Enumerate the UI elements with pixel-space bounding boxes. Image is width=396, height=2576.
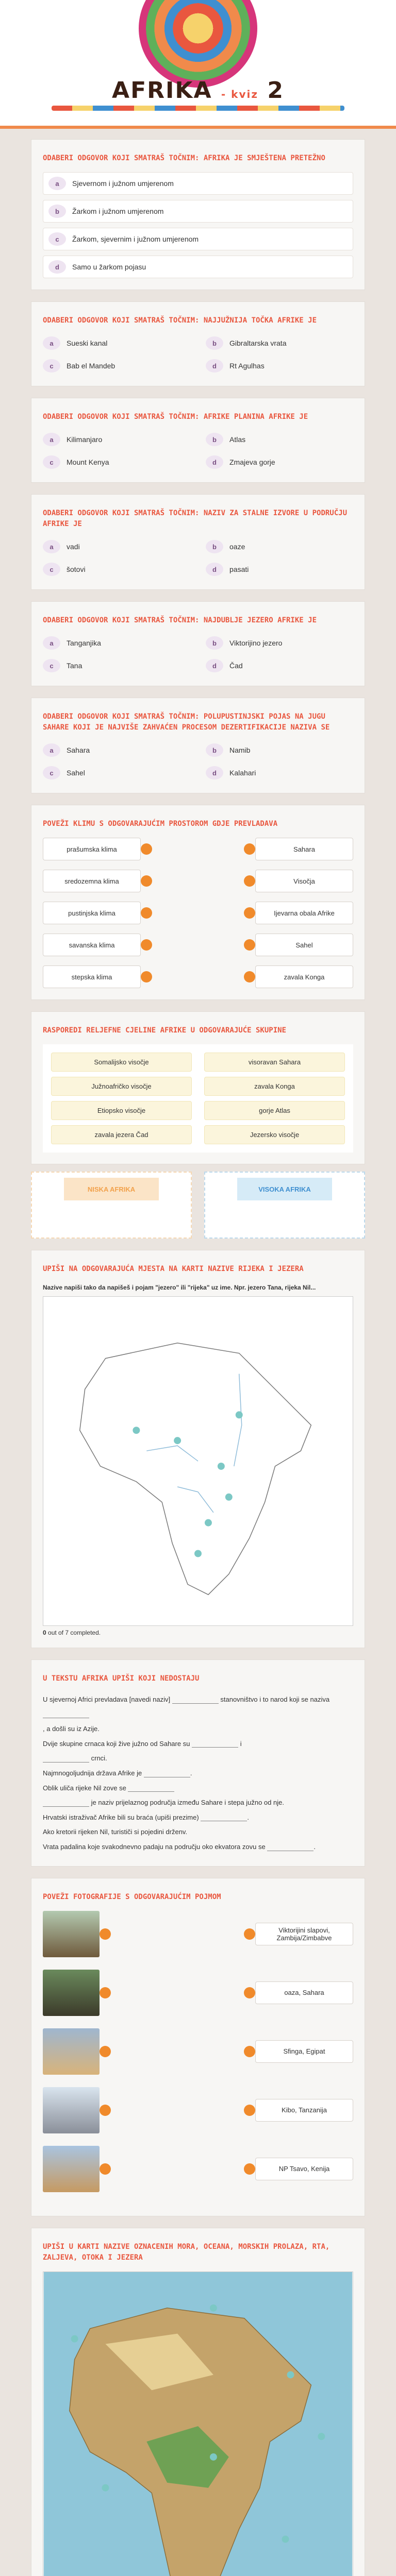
question-text: RASPOREDI RELJEFNE CJELINE AFRIKE U ODGOVARAJUĆE SKUPINE: [43, 1026, 287, 1035]
option[interactable]: [43, 172, 353, 195]
match-right-item[interactable]: oaza, Sahara: [255, 1981, 353, 2004]
option-letter: a: [43, 636, 60, 650]
line-text: .: [190, 1769, 192, 1777]
connector-dot[interactable]: [244, 2163, 255, 2175]
draggable-chip[interactable]: Somalijsko visočje: [51, 1053, 192, 1072]
match-left-item[interactable]: pustinjska klima: [43, 902, 141, 924]
option[interactable]: [43, 764, 190, 782]
photo-thumbnail[interactable]: [43, 2028, 100, 2075]
option-letter: b: [206, 336, 223, 350]
option-label: Sahara: [67, 746, 90, 754]
matching-row: [43, 965, 353, 988]
match-right-item[interactable]: Sahara: [255, 838, 353, 860]
question-text: POVEŽI FOTOGRAFIJE S ODGOVARAJUĆIM POJMOM: [43, 1892, 221, 1901]
option-letter: d: [206, 455, 223, 469]
option-label: Kilimanjaro: [67, 435, 103, 444]
classify-card: [31, 1011, 365, 1164]
map-marker: [71, 2335, 78, 2342]
options-grid: [43, 634, 353, 674]
connector-dot[interactable]: [244, 875, 255, 887]
option-letter: c: [48, 232, 66, 246]
map-marker: [236, 1411, 243, 1418]
option-label: Atlas: [229, 435, 246, 444]
option[interactable]: [206, 453, 353, 471]
fill-line: [43, 1825, 353, 1840]
option[interactable]: [43, 256, 353, 278]
fill-line: [43, 1795, 353, 1810]
option[interactable]: [43, 357, 190, 375]
draggable-chip[interactable]: Etiopsko visočje: [51, 1101, 192, 1120]
option-letter: b: [48, 205, 66, 218]
relief-map[interactable]: [43, 2272, 353, 2576]
line-text: Oblik uliča rijeke Nil zove se: [43, 1784, 126, 1792]
title-number: 2: [267, 77, 284, 104]
option-letter: d: [206, 563, 223, 576]
header-banner: [0, 0, 396, 129]
connector-dot[interactable]: [244, 2046, 255, 2057]
map-outline[interactable]: [43, 1296, 353, 1626]
option[interactable]: [206, 538, 353, 555]
connector-dot[interactable]: [100, 2105, 111, 2116]
map-marker: [225, 1494, 233, 1501]
matching-row: [43, 1970, 353, 2016]
option-letter: c: [43, 766, 60, 779]
connector-dot[interactable]: [141, 939, 152, 951]
option-label: Bab el Mandeb: [67, 362, 116, 370]
option-label: Zmajeva gorje: [229, 458, 275, 466]
option-letter: b: [206, 540, 223, 553]
draggable-chip[interactable]: Jezersko visočje: [204, 1125, 345, 1144]
question-text: ODABERI ODGOVOR KOJI SMATRAŠ TOČNIM: AFRIKA JE SMJEŠTENA PRETEŽNO: [43, 154, 325, 162]
map-marker: [102, 2484, 109, 2491]
match-right-item[interactable]: NP Tsavo, Kenija: [255, 2158, 353, 2180]
map-marker: [210, 2304, 217, 2311]
question-text: ODABERI ODGOVOR KOJI SMATRAŠ TOČNIM: POLUPUSTINJSKI POJAS NA JUGU SAHARE KOJI JE NAJVIŠE ZAHVAĆEN PROCESOM DEZERTIFIKACIJE NAZIVA SE: [43, 713, 330, 732]
blank-input[interactable]: [43, 1755, 89, 1762]
quiz-content: [0, 129, 396, 2576]
line-text: .: [247, 1813, 249, 1821]
connector-dot[interactable]: [100, 1987, 111, 1998]
matching-card: [31, 805, 365, 1000]
map-marker: [287, 2371, 294, 2378]
mc-question-card: [31, 301, 365, 386]
question-text: ODABERI ODGOVOR KOJI SMATRAŠ TOČNIM: AFRIKE PLANINA AFRIKE JE: [43, 413, 308, 421]
option-label: vadi: [67, 543, 80, 551]
option-label: Viktorijino jezero: [229, 639, 283, 647]
matching-row: [43, 902, 353, 924]
blank-input[interactable]: [43, 1711, 89, 1718]
matching-row: [43, 2087, 353, 2133]
match-right-item[interactable]: Ijevarna obala Afrike: [255, 902, 353, 924]
option-label: oaze: [229, 543, 245, 551]
line-text: Najmnogoljudnija država Afrike je: [43, 1769, 142, 1777]
matching-row: [43, 870, 353, 892]
match-left-item[interactable]: sredozemna klima: [43, 870, 141, 892]
option-label: Rt Agulhas: [229, 362, 265, 370]
option[interactable]: [206, 764, 353, 782]
match-right-item[interactable]: Kibo, Tanzanija: [255, 2099, 353, 2122]
count-text: out of 7 completed.: [48, 1629, 101, 1636]
mc-question-card: [31, 698, 365, 793]
fill-line: [43, 1737, 353, 1752]
connector-dot[interactable]: [244, 843, 255, 855]
fill-card: [31, 1659, 365, 1867]
option-label: pasati: [229, 565, 249, 573]
photo-matching-card: [31, 1878, 365, 2216]
line-text: Ako kretorii rijeken Nil, turističi si pojedini drženv.: [43, 1828, 188, 1836]
option[interactable]: [43, 741, 190, 759]
connector-dot[interactable]: [244, 1928, 255, 1940]
option[interactable]: [43, 228, 353, 250]
option-label: Kalahari: [229, 769, 256, 777]
option[interactable]: [206, 657, 353, 674]
question-text: UPIŠI U KARTI NAZIVE OZNACENIH MORA, OCEANA, MORSKIH PROLAZA, RTA, ZALJEVA, OTOKA I JEZERA: [43, 2242, 330, 2262]
fill-line: [43, 1781, 353, 1796]
map-marker: [210, 2453, 217, 2461]
africa-outline-map: [43, 1297, 353, 1625]
option-label: Tana: [67, 662, 82, 670]
fill-line: [43, 1751, 353, 1766]
option-label: Mount Kenya: [67, 458, 109, 466]
drop-zone-high[interactable]: [204, 1172, 365, 1239]
option-letter: d: [206, 659, 223, 672]
matching-row: [43, 1911, 353, 1957]
blank-input[interactable]: [43, 1800, 89, 1807]
connector-dot[interactable]: [141, 907, 152, 919]
question-text: U TEKSTU AFRIKA UPIŠI KOJI NEDOSTAJU: [43, 1674, 200, 1683]
line-text: U sjevernoj Africi prevladava [navedi naziv]: [43, 1696, 171, 1703]
fill-line: [43, 1766, 353, 1781]
connector-dot[interactable]: [141, 971, 152, 982]
option[interactable]: [43, 538, 190, 555]
title-main: AFRIKA: [112, 77, 212, 104]
option[interactable]: [206, 634, 353, 652]
option[interactable]: [206, 561, 353, 578]
match-left-item[interactable]: savanska klima: [43, 934, 141, 956]
blank-input[interactable]: [128, 1785, 174, 1792]
option-label: Namib: [229, 746, 251, 754]
line-text: i: [240, 1739, 242, 1748]
draggable-chip[interactable]: zavala Konga: [204, 1077, 345, 1096]
option[interactable]: [206, 357, 353, 375]
count-value: 0: [43, 1629, 46, 1636]
matching-row: [43, 2146, 353, 2192]
option-label: Žarkom, sjevernim i južnom umjerenom: [72, 235, 199, 243]
question-text: UPIŠI NA ODGOVARAJUĆA MJESTA NA KARTI NAZIVE RIJEKA I JEZERA: [43, 1265, 304, 1273]
draggable-chip[interactable]: visoravan Sahara: [204, 1053, 345, 1072]
map-card: [31, 1250, 365, 1648]
option-label: Sueski kanal: [67, 339, 108, 347]
option-letter: d: [206, 359, 223, 372]
options-grid: [43, 431, 353, 471]
connector-dot[interactable]: [244, 907, 255, 919]
mc-question-card: [31, 494, 365, 590]
option[interactable]: [43, 561, 190, 578]
option-letter: d: [48, 260, 66, 274]
mc-question-card: [31, 139, 365, 290]
bucket-label: NISKA AFRIKA: [64, 1178, 159, 1200]
map-marker: [205, 1519, 212, 1527]
line-text: , a došli su iz Azije.: [43, 1725, 100, 1733]
option-letter: a: [48, 177, 66, 190]
match-left-item[interactable]: stepska klima: [43, 965, 141, 988]
connector-dot[interactable]: [244, 971, 255, 982]
photo-thumbnail[interactable]: [43, 2146, 100, 2192]
blank-input[interactable]: [172, 1697, 219, 1704]
map-marker: [318, 2433, 325, 2440]
option[interactable]: [43, 657, 190, 674]
option-letter: a: [43, 433, 60, 446]
option-label: Samo u žarkom pojasu: [72, 263, 146, 271]
option[interactable]: [43, 453, 190, 471]
blank-input[interactable]: [201, 1814, 247, 1821]
connector-dot[interactable]: [244, 2105, 255, 2116]
connector-dot[interactable]: [100, 2046, 111, 2057]
option[interactable]: [206, 431, 353, 448]
draggable-chip[interactable]: gorje Atlas: [204, 1101, 345, 1120]
line-text: Vrata padalina koje svakodnevno padaju na području oko ekvatora zovu se: [43, 1842, 266, 1851]
map-marker: [218, 1463, 225, 1470]
connector-dot[interactable]: [100, 2163, 111, 2175]
option-letter: d: [206, 766, 223, 779]
mc-question-card: [31, 601, 365, 686]
option-letter: a: [43, 336, 60, 350]
drop-buckets: [31, 1172, 365, 1239]
page-title: [0, 77, 396, 104]
option-label: Sahel: [67, 769, 85, 777]
question-text: POVEŽI KLIMU S ODGOVARAJUĆIM PROSTOROM GDJE PREVLADAVA: [43, 820, 278, 828]
matching-row: [43, 934, 353, 956]
option-letter: b: [206, 433, 223, 446]
connector-dot[interactable]: [244, 1987, 255, 1998]
africa-relief-map: [43, 2272, 353, 2576]
line-text: crnci.: [91, 1754, 107, 1762]
match-right-item[interactable]: Visočja: [255, 870, 353, 892]
option[interactable]: [43, 334, 190, 352]
question-text: ODABERI ODGOVOR KOJI SMATRAŠ TOČNIM: NAZIV ZA STALNE IZVORE U PODRUČJU AFRIKE JE: [43, 509, 348, 528]
draggable-chip[interactable]: Južnoafričko visočje: [51, 1077, 192, 1096]
option-letter: a: [43, 540, 60, 553]
fill-line: [43, 1840, 353, 1855]
matching-row: [43, 2028, 353, 2075]
line-text: .: [314, 1842, 316, 1851]
completion-counter: [43, 1629, 353, 1636]
drop-zone-low[interactable]: [31, 1172, 192, 1239]
matching-list: [43, 838, 353, 988]
option-label: šotovi: [67, 565, 86, 573]
match-right-item[interactable]: Viktorijini slapovi, Zambija/Zimbabve: [255, 1923, 353, 1945]
chip-pool: [43, 1044, 353, 1153]
option[interactable]: [206, 741, 353, 759]
map-marker: [133, 1427, 140, 1434]
option-letter: c: [43, 659, 60, 672]
option-letter: b: [206, 743, 223, 757]
fill-line: [43, 1692, 353, 1722]
photo-thumbnail[interactable]: [43, 1911, 100, 1957]
option-label: Tanganjika: [67, 639, 101, 647]
fill-line: [43, 1810, 353, 1825]
connector-dot[interactable]: [244, 939, 255, 951]
option-letter: c: [43, 563, 60, 576]
line-text: stanovništvo i to narod koji se naziva: [220, 1696, 330, 1703]
option-letter: c: [43, 455, 60, 469]
draggable-chip[interactable]: zavala jezera Čad: [51, 1125, 192, 1144]
connector-dot[interactable]: [141, 843, 152, 855]
line-text: Dvije skupine crnaca koji žive južno od Sahare su: [43, 1739, 190, 1748]
option-letter: a: [43, 743, 60, 757]
title-subtitle: - kviz: [221, 88, 258, 100]
line-text: je naziv prijelaznog područja između Sahare i stepa južno od nje.: [91, 1799, 284, 1807]
connector-dot[interactable]: [141, 875, 152, 887]
option[interactable]: [43, 431, 190, 448]
option-label: Žarkom i južnom umjerenom: [72, 207, 164, 215]
matching-row: [43, 838, 353, 860]
mandala-decoration: [139, 0, 257, 88]
options-grid: [43, 538, 353, 578]
option[interactable]: [43, 200, 353, 223]
option-label: Čad: [229, 662, 243, 670]
connector-dot[interactable]: [100, 1928, 111, 1940]
map-marker: [174, 1437, 181, 1444]
title-underline: [52, 106, 344, 111]
mc-question-card: [31, 398, 365, 483]
photo-thumbnail[interactable]: [43, 1970, 100, 2016]
bucket-label: VISOKA AFRIKA: [237, 1178, 333, 1200]
blank-input[interactable]: [192, 1740, 238, 1748]
options-grid: [43, 334, 353, 375]
blank-input[interactable]: [144, 1770, 190, 1777]
question-text: ODABERI ODGOVOR KOJI SMATRAŠ TOČNIM: NAJJUŽNIJA TOČKA AFRIKE JE: [43, 316, 317, 325]
fill-line: [43, 1722, 353, 1737]
question-text: ODABERI ODGOVOR KOJI SMATRAŠ TOČNIM: NAJDUBLJE JEZERO AFRIKE JE: [43, 616, 317, 624]
option-letter: b: [206, 636, 223, 650]
option-label: Sjevernom i južnom umjerenom: [72, 179, 174, 188]
option[interactable]: [206, 334, 353, 352]
option[interactable]: [43, 634, 190, 652]
option-letter: c: [43, 359, 60, 372]
line-text: Hrvatski istraživač Afrike bili su braća (upiši prezime): [43, 1813, 199, 1821]
option-label: Gibraltarska vrata: [229, 339, 287, 347]
relief-map-card: [31, 2228, 365, 2576]
match-right-item[interactable]: zavala Konga: [255, 965, 353, 988]
options-grid: [43, 741, 353, 782]
instruction-text: Nazive napiši tako da napišeš i pojam "jezero" ili "rijeka" uz ime. Npr. jezero Tana, rijeka Nil...: [43, 1284, 316, 1291]
photo-thumbnail[interactable]: [43, 2087, 100, 2133]
map-marker: [194, 1550, 202, 1557]
options-list: [43, 172, 353, 278]
fill-text: [43, 1692, 353, 1855]
match-left-item[interactable]: prašumska klima: [43, 838, 141, 860]
map-marker: [282, 2535, 289, 2543]
blank-input[interactable]: [267, 1844, 314, 1851]
match-right-item[interactable]: Sahel: [255, 934, 353, 956]
match-right-item[interactable]: Sfinga, Egipat: [255, 2040, 353, 2063]
